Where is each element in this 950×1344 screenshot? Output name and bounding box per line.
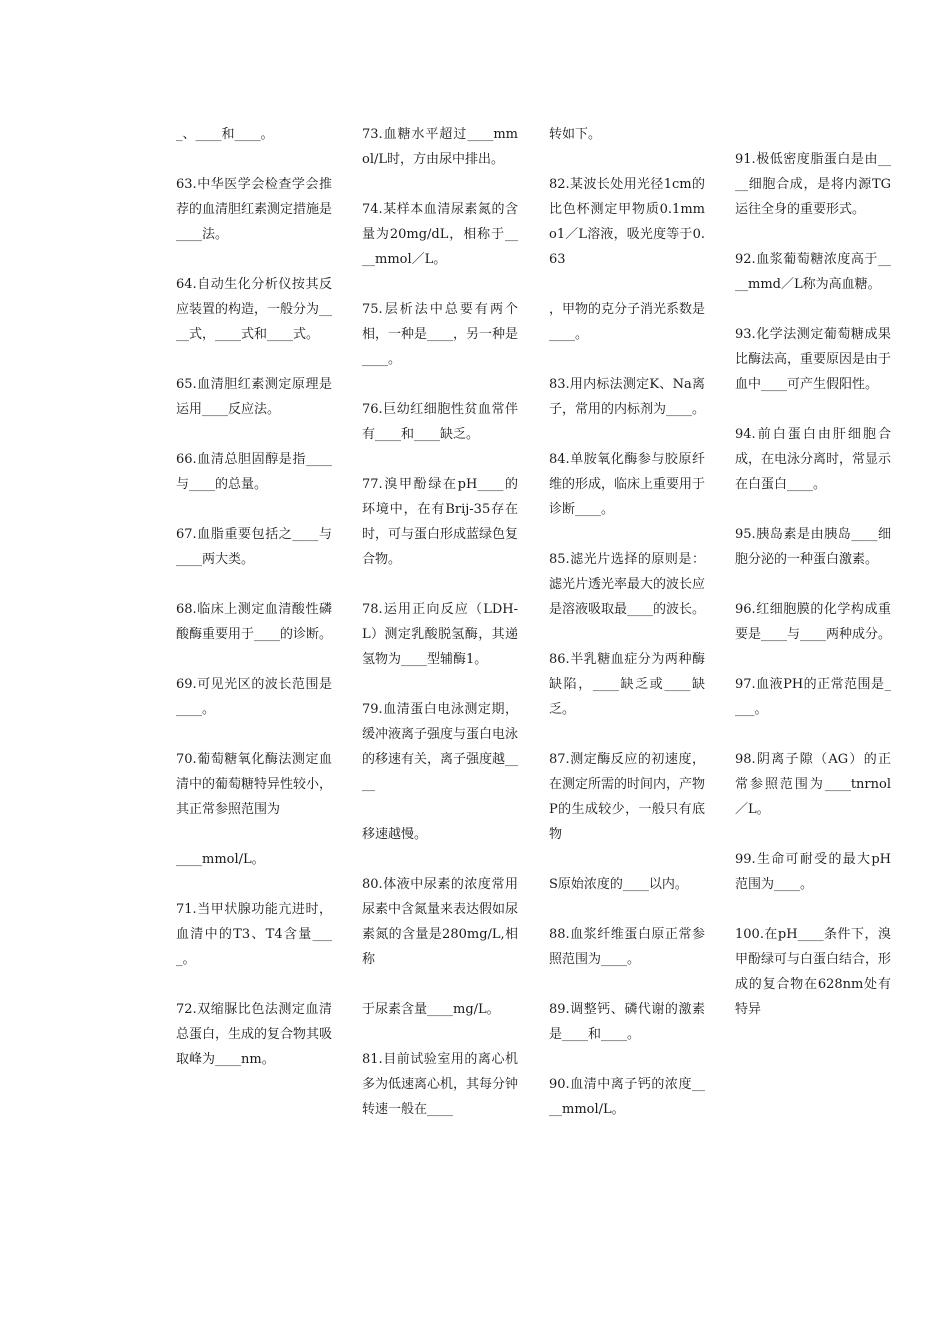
question-paragraph: 98.阴离子隙（AG）的正常参照范围为____tnrnol／L。 bbox=[735, 752, 891, 817]
question-paragraph: 80.体液中尿素的浓度常用尿素中含氮量来表达假如尿素氮的含量是280mg/L,相称 bbox=[362, 877, 519, 967]
question-paragraph: 82.某波长处用光径1cm的比色杯测定甲物质0.1mmo1／L溶液，吸光度等于0.63 bbox=[549, 177, 705, 267]
question-paragraph: 移速越慢。 bbox=[362, 827, 428, 842]
question-paragraph: 66.血清总胆固醇是指____与____的总量。 bbox=[176, 452, 332, 492]
question-paragraph: 100.在pH____条件下，溴甲酚绿可与白蛋白结合，形成的复合物在628nm处有特异 bbox=[735, 927, 892, 1017]
question-paragraph: 75.层析法中总要有两个相，一种是____，另一种是____。 bbox=[362, 302, 519, 367]
question-paragraph: 92.血浆葡萄糖浓度高于____mmd／L称为高血糖。 bbox=[735, 252, 891, 292]
question-paragraph: 79.血清蛋白电泳测定期，缓冲液离子强度与蛋白电泳的移速有关，离子强度越____ bbox=[362, 702, 519, 792]
question-paragraph: 74.某样本血清尿素氮的含量为20mg/dL，相称于____mmol／L。 bbox=[362, 202, 518, 267]
question-paragraph: 91.极低密度脂蛋白是由____细胞合成，是将内源TG运往全身的重要形式。 bbox=[735, 152, 891, 217]
question-paragraph: _、____和____。 bbox=[176, 127, 274, 142]
question-paragraph: ，甲物的克分子消光系数是____。 bbox=[549, 302, 706, 342]
question-paragraph: 90.血清中离子钙的浓度____mmol/L。 bbox=[549, 1077, 705, 1117]
question-paragraph: 93.化学法测定葡萄糖成果比酶法高，重要原因是由于血中____可产生假阳性。 bbox=[735, 327, 892, 392]
question-paragraph: 94.前白蛋白由肝细胞合成，在电泳分离时，常显示在白蛋白____。 bbox=[735, 427, 892, 492]
question-paragraph: 65.血清胆红素测定原理是运用____反应法。 bbox=[176, 377, 332, 417]
question-paragraph: ____mmol/L。 bbox=[176, 852, 265, 867]
question-paragraph: 81.目前试验室用的离心机多为低速离心机，其每分钟转速一般在____ bbox=[362, 1052, 519, 1117]
question-paragraph: 78.运用正向反应（LDH-L）测定乳酸脱氢酶，其递氢物为____型辅酶1。 bbox=[362, 602, 518, 667]
question-paragraph: 63.中华医学会检查学会推荐的血清胆红素测定措施是____法。 bbox=[176, 177, 333, 242]
question-paragraph: 71.当甲状腺功能亢进时，血清中的T3、T4含量____。 bbox=[176, 902, 332, 967]
question-paragraph: 87.测定酶反应的初速度，在测定所需的时间内，产物P的生成较少，一般只有底物 bbox=[549, 752, 706, 842]
question-paragraph: 69.可见光区的波长范围是____。 bbox=[176, 677, 332, 717]
question-paragraph: 64.自动生化分析仪按其反应装置的构造，一般分为____式，____式和____式。 bbox=[176, 277, 333, 342]
question-paragraph: 83.用内标法测定K、Na离子，常用的内标剂为____。 bbox=[549, 377, 706, 417]
question-paragraph: S原始浓度的____以内。 bbox=[549, 877, 688, 892]
question-paragraph: 85.滤光片选择的原则是：滤光片透光率最大的波长应是溶液吸取最____的波长。 bbox=[549, 552, 706, 617]
text-column-4 bbox=[735, 147, 891, 1047]
question-paragraph: 95.胰岛素是由胰岛____细胞分泌的一种蛋白激素。 bbox=[735, 527, 891, 567]
question-paragraph: 86.半乳糖血症分为两种酶缺陷，____缺乏或____缺乏。 bbox=[549, 652, 705, 717]
question-paragraph: 89.调整钙、磷代谢的激素是____和____。 bbox=[549, 1002, 705, 1042]
question-paragraph: 96.红细胞膜的化学构成重要是____与____两种成分。 bbox=[735, 602, 892, 642]
question-paragraph: 转如下。 bbox=[549, 127, 602, 142]
question-paragraph: 于尿素含量____mg/L。 bbox=[362, 1002, 500, 1017]
question-paragraph: 70.葡萄糖氧化酶法测定血清中的葡萄糖特异性较小，其正常参照范围为 bbox=[176, 752, 333, 817]
question-paragraph: 67.血脂重要包括之____与____两大类。 bbox=[176, 527, 332, 567]
question-paragraph: 68.临床上测定血清酸性磷酸酶重要用于____的诊断。 bbox=[176, 602, 333, 642]
text-column-3 bbox=[549, 122, 705, 1147]
question-paragraph: 99.生命可耐受的最大pH范围为____。 bbox=[735, 852, 891, 892]
question-paragraph: 73.血糖水平超过____mmol/L时，方由尿中排出。 bbox=[362, 127, 518, 167]
text-column-1 bbox=[176, 122, 332, 1097]
question-paragraph: 84.单胺氧化酶参与胶原纤维的形成，临床上重要用于诊断____。 bbox=[549, 452, 706, 517]
question-paragraph: 97.血液PH的正常范围是____。 bbox=[735, 677, 891, 717]
question-paragraph: 88.血浆纤维蛋白原正常参照范围为____。 bbox=[549, 927, 705, 967]
question-paragraph: 77.溴甲酚绿在pH____的环境中，在有Brij-35存在时，可与蛋白形成蓝绿色复合物。 bbox=[362, 477, 519, 567]
text-column-2 bbox=[362, 122, 518, 1147]
question-paragraph: 76.巨幼红细胞性贫血常伴有____和____缺乏。 bbox=[362, 402, 518, 442]
question-paragraph: 72.双缩脲比色法测定血清总蛋白，生成的复合物其吸取峰为____nm。 bbox=[176, 1002, 333, 1067]
